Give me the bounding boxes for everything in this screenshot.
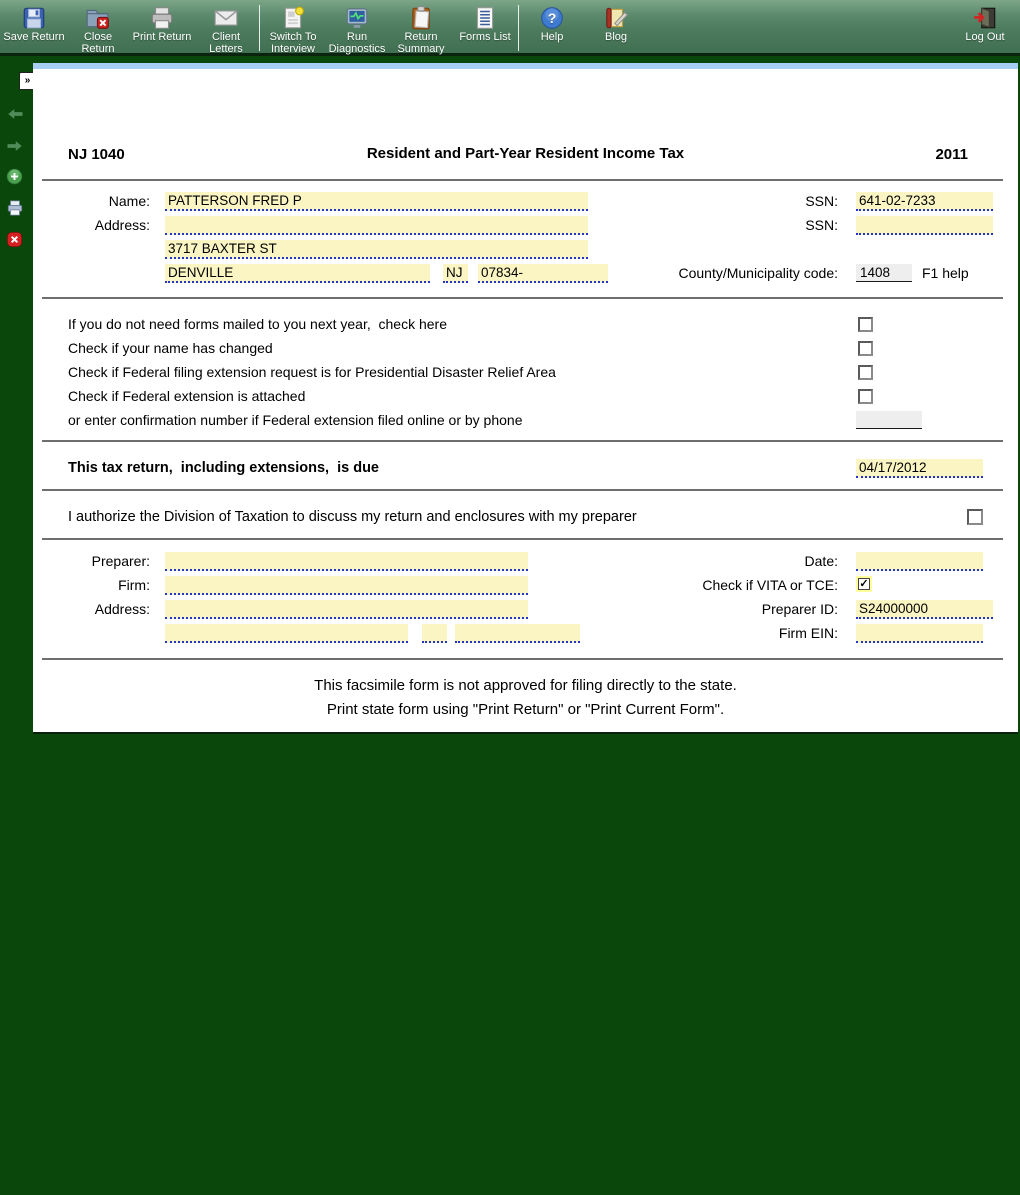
floppy-disk-icon <box>21 4 47 31</box>
toolbar-button-label: Run Diagnostics <box>328 31 386 55</box>
form-title-row <box>33 145 1018 165</box>
question-circle-icon <box>539 4 565 31</box>
check-row <box>33 315 1018 335</box>
toolbar-button-label: Blog <box>604 31 628 43</box>
forward-arrow-icon[interactable] <box>6 137 24 155</box>
due-date-row <box>33 459 1018 479</box>
document-lines-icon <box>472 4 498 31</box>
save-return-button[interactable] <box>2 4 66 43</box>
page-switch-icon <box>280 4 306 31</box>
vita-tce-label: Check if VITA or TCE: <box>702 577 838 593</box>
street-row <box>33 240 1018 260</box>
due-date-field[interactable]: 04/17/2012 <box>856 459 983 478</box>
name-field[interactable]: PATTERSON FRED P <box>165 192 588 211</box>
print-return-button[interactable] <box>130 4 194 43</box>
preparer-address-label: Address: <box>94 601 150 617</box>
preparer-city-field[interactable] <box>165 624 408 643</box>
svg-text:?: ? <box>547 9 557 26</box>
forms-list-button[interactable] <box>453 4 517 43</box>
check-row-label: Check if your name has changed <box>68 340 273 356</box>
toolbar-button-label: Return Summary <box>397 31 445 55</box>
preparer-label: Preparer: <box>91 553 150 569</box>
form-id: NJ 1040 <box>68 146 125 163</box>
envelope-icon <box>213 4 239 31</box>
close-form-icon[interactable] <box>6 231 24 249</box>
check-row <box>33 363 1018 383</box>
ssn1-field[interactable]: 641-02-7233 <box>856 192 993 211</box>
form-year: 2011 <box>935 146 968 163</box>
preparer-address-field[interactable] <box>165 600 528 619</box>
county-code-label: County/Municipality code: <box>678 265 838 281</box>
printer-icon <box>149 4 175 31</box>
preparer-date-field[interactable] <box>856 552 983 571</box>
help-button[interactable] <box>520 4 584 43</box>
client-letters-button[interactable] <box>194 4 258 55</box>
scroll-quill-icon <box>603 4 629 31</box>
vita-tce-checkmark: ✓ <box>859 578 869 590</box>
toolbar-button-label: Log Out <box>965 31 1005 43</box>
check-row <box>33 387 1018 407</box>
toolbar-button-label: Close Return <box>81 31 115 55</box>
authorize-row <box>33 508 1018 528</box>
check-row-label: Check if Federal extension is attached <box>68 388 306 404</box>
blog-button[interactable] <box>584 4 648 43</box>
preparer-address-row <box>33 600 1018 620</box>
main-toolbar <box>0 0 1020 56</box>
divider <box>42 538 1003 540</box>
disaster-relief-checkbox[interactable] <box>858 365 873 380</box>
extension-attached-checkbox[interactable] <box>858 389 873 404</box>
check-row-label: If you do not need forms mailed to you next year, check here <box>68 316 447 332</box>
county-code-field[interactable]: 1408 <box>856 264 912 282</box>
toolbar-button-label: Forms List <box>459 31 511 43</box>
ssn2-label: SSN: <box>805 217 838 233</box>
firm-ein-label: Firm EIN: <box>778 625 838 641</box>
log-out-button[interactable] <box>954 4 1016 43</box>
name-label: Name: <box>108 193 150 209</box>
divider <box>42 440 1003 442</box>
ssn2-field[interactable] <box>856 216 993 235</box>
divider <box>42 297 1003 299</box>
firm-name-field[interactable] <box>165 576 528 595</box>
divider <box>42 179 1003 181</box>
preparer-state-field[interactable] <box>422 624 447 643</box>
toolbar-separator <box>518 5 519 51</box>
state-field[interactable]: NJ <box>443 264 468 283</box>
toolbar-button-label: Save Return <box>3 31 65 43</box>
divider <box>42 489 1003 491</box>
preparer-zip-field[interactable] <box>455 624 580 643</box>
address-label: Address: <box>94 217 150 233</box>
confirmation-number-field[interactable] <box>856 411 922 429</box>
add-form-icon[interactable] <box>6 168 24 186</box>
name-row <box>33 192 1018 212</box>
authorize-label: I authorize the Division of Taxation to discuss my return and enclosures with my preparer <box>68 509 637 525</box>
check-row-label: Check if Federal filing extension request is for Presidential Disaster Relief Area <box>68 364 556 380</box>
confirmation-row <box>33 411 1018 431</box>
preparer-name-field[interactable] <box>165 552 528 571</box>
due-date-label: This tax return, including extensions, is due <box>68 460 379 476</box>
toolbar-button-label: Print Return <box>132 31 192 43</box>
preparer-row <box>33 552 1018 572</box>
clipboard-icon <box>408 4 434 31</box>
name-changed-checkbox[interactable] <box>858 341 873 356</box>
ssn1-label: SSN: <box>805 193 838 209</box>
close-return-button[interactable] <box>66 4 130 55</box>
city-field[interactable]: DENVILLE <box>165 264 430 283</box>
switch-to-interview-button[interactable] <box>261 4 325 55</box>
city-state-zip-row <box>33 264 1018 284</box>
forms-not-mailed-checkbox[interactable] <box>858 317 873 332</box>
address-row <box>33 216 1018 236</box>
f1-help-hint: F1 help <box>922 265 969 281</box>
return-summary-button[interactable] <box>389 4 453 55</box>
log-out-icon <box>972 4 998 31</box>
toolbar-button-label: Client Letters <box>209 31 243 55</box>
form-panel <box>33 63 1018 734</box>
preparer-id-label: Preparer ID: <box>761 601 838 617</box>
firm-label: Firm: <box>118 577 150 593</box>
confirmation-label: or enter confirmation number if Federal extension filed online or by phone <box>68 412 523 428</box>
check-row <box>33 339 1018 359</box>
toolbar-separator <box>259 5 260 51</box>
run-diagnostics-button[interactable] <box>325 4 389 55</box>
monitor-pulse-icon <box>344 4 370 31</box>
folder-close-icon <box>85 4 111 31</box>
page-title: Resident and Part-Year Resident Income Tax <box>366 145 685 162</box>
toolbar-button-label: Help <box>540 31 564 43</box>
back-arrow-icon[interactable] <box>6 105 24 123</box>
street-field[interactable]: 3717 BAXTER ST <box>165 240 588 259</box>
vita-tce-checkbox[interactable] <box>856 576 872 592</box>
firm-row <box>33 576 1018 596</box>
address-field[interactable] <box>165 216 588 235</box>
firm-ein-field[interactable] <box>856 624 983 643</box>
divider <box>42 658 1003 660</box>
authorize-preparer-checkbox[interactable] <box>967 509 983 525</box>
print-form-icon[interactable] <box>6 199 24 217</box>
facsimile-notice-line2: Print state form using "Print Return" or "Print Current Form". <box>326 701 725 718</box>
date-label: Date: <box>804 553 838 569</box>
sidebar-expand-tab[interactable]: » <box>19 72 36 90</box>
preparer-city-row <box>33 624 1018 644</box>
facsimile-notice-line1: This facsimile form is not approved for filing directly to the state. <box>314 677 737 694</box>
toolbar-button-label: Switch To Interview <box>269 31 317 55</box>
preparer-id-field[interactable]: S24000000 <box>856 600 993 619</box>
zip-field[interactable]: 07834- <box>478 264 608 283</box>
